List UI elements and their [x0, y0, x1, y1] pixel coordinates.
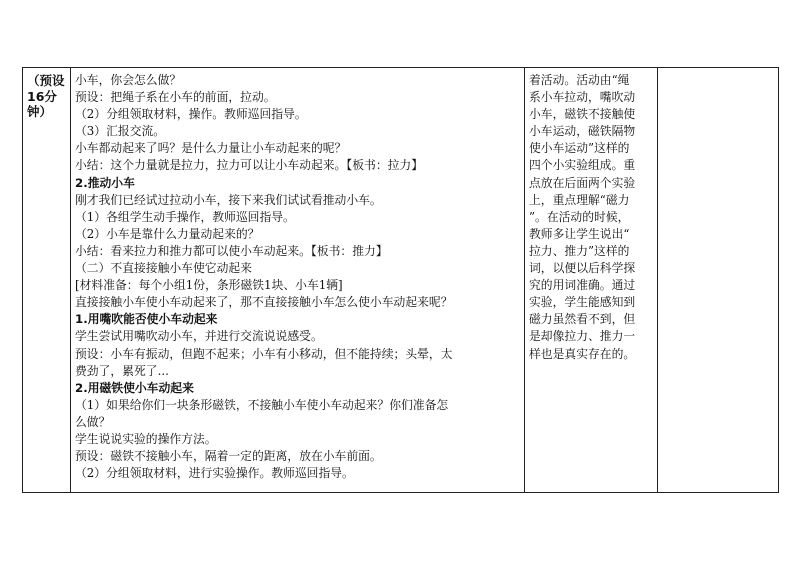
text-line: 小结：看来拉力和推力都可以使小车动起来。【板书：推力】: [75, 243, 388, 258]
text-line: 学生说说实验的操作方法。: [75, 431, 217, 446]
teaching-process-text: [75, 72, 523, 482]
text-line: 小车都动起来了吗？是什么力量让小车动起来的呢？: [75, 141, 347, 156]
text-line: 刚才我们已经试过拉动小车，接下来我们试试看推动小车。: [75, 192, 382, 207]
text-line: 预设：磁铁不接触小车，隔着一定的距离，放在小车前面。: [75, 449, 382, 464]
time-line: （预设: [27, 73, 65, 88]
text-line: （二）不直接接触小车使它动起来: [75, 261, 252, 276]
empty-column: [658, 68, 778, 492]
note-line: 词，以便以后科学探: [529, 261, 636, 276]
note-line: 究的用词准确。通过: [529, 278, 636, 293]
note-line: 样也是真实存在的。: [529, 346, 636, 361]
text-line: （3）汇报交流。: [75, 124, 166, 139]
text-line: 预设：小车有振动，但跑不起来；小车有小移动，但不能持续；头晕，太: [75, 346, 453, 361]
note-line: 小车运动，磁铁隔物: [529, 124, 636, 139]
time-line: 钟）: [27, 104, 53, 119]
time-line: 16分: [27, 88, 57, 104]
text-line: 小车，你会怎么做？: [75, 73, 182, 87]
note-line: 磁力虽然看不到，但: [529, 312, 636, 327]
time-column: [23, 68, 71, 492]
teaching-process-column: [71, 68, 525, 492]
text-line: 么做？: [75, 414, 111, 429]
note-line: 是却像拉力、推力一: [529, 329, 636, 344]
lesson-plan-table: [22, 67, 779, 493]
time-estimate: [27, 73, 69, 120]
note-line: 点放在后面两个实验: [529, 175, 636, 190]
text-line: 直接接触小车使小车动起来了，那不直接接触小车怎么使小车动起来呢？: [75, 295, 453, 310]
text-line: [材料准备：每个小组1份，条形磁铁1块、小车1辆]: [75, 278, 343, 293]
text-line: 学生尝试用嘴吹动小车，并进行交流说说感受。: [75, 329, 323, 344]
note-line: 拉力、推力”这样的: [529, 243, 630, 258]
note-line: 小车，磁铁不接触使: [529, 107, 636, 122]
note-line: 上，重点理解“磁力: [529, 192, 630, 207]
section-heading: 2.推动小车: [75, 175, 135, 190]
text-line: （1）各组学生动手操作，教师巡回指导。: [75, 209, 295, 224]
text-line: 预设：把绳子系在小车的前面，拉动。: [75, 90, 276, 105]
text-line: （2）分组领取材料，进行实验操作。教师巡回指导。: [75, 466, 354, 481]
text-line: （2）分组领取材料，操作。教师巡回指导。: [75, 107, 307, 122]
note-line: ”。在活动的时候，: [529, 209, 630, 224]
design-intent-text: [529, 72, 655, 363]
note-line: 教师多让学生说出“: [529, 226, 630, 241]
text-line: 小结：这个力量就是拉力，拉力可以让小车动起来。【板书：拉力】: [75, 158, 424, 173]
text-line: （1）如果给你们一块条形磁铁，不接触小车使小车动起来？你们准备怎: [75, 397, 449, 412]
text-line: （2）小车是靠什么力量动起来的？: [75, 226, 260, 241]
text-line: 费劲了，累死了...: [75, 363, 169, 378]
note-line: 实验，学生能感知到: [529, 295, 636, 310]
note-line: 四个小实验组成。重: [529, 158, 636, 173]
note-line: 使小车运动”这样的: [529, 141, 630, 156]
note-line: 系小车拉动，嘴吹动: [529, 90, 636, 105]
section-heading: 2.用磁铁使小车动起来: [75, 380, 194, 395]
section-heading: 1.用嘴吹能否使小车动起来: [75, 312, 218, 327]
design-intent-column: [525, 68, 658, 492]
note-line: 着活动。活动由“绳: [529, 73, 630, 87]
